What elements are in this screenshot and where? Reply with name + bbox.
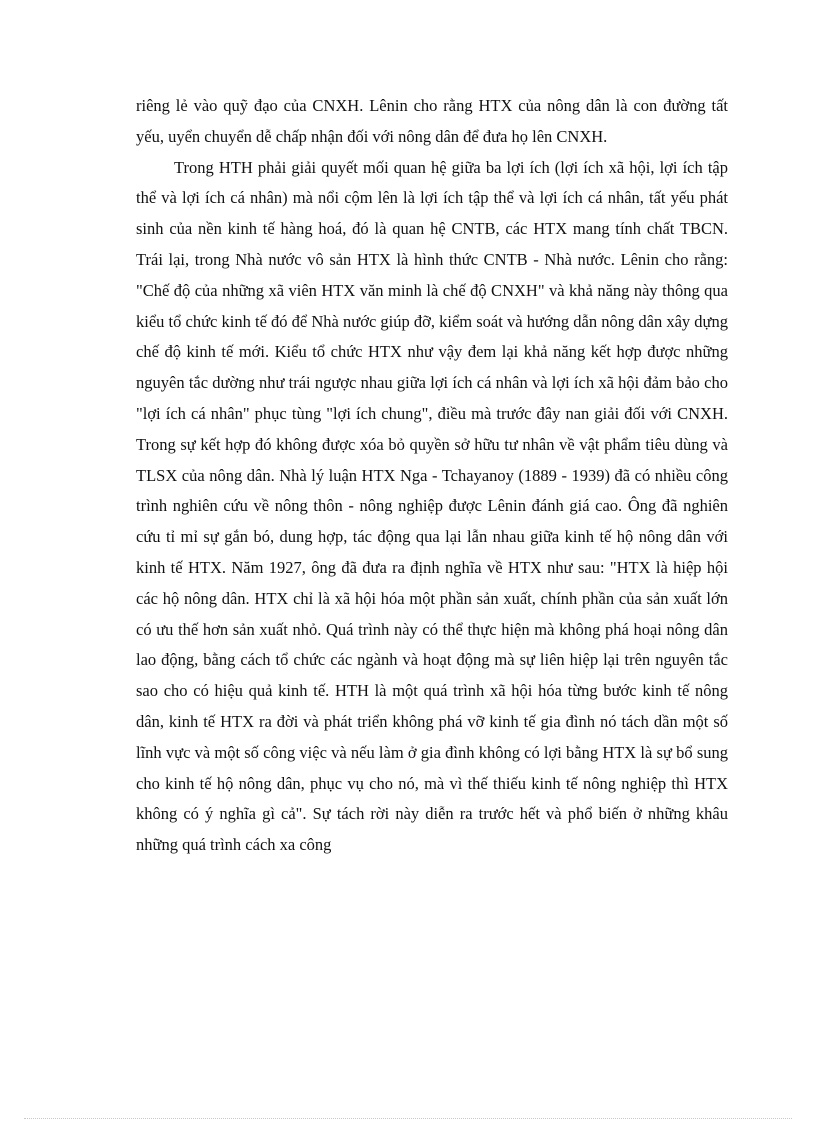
paragraph-1: riêng lẻ vào quỹ đạo của CNXH. Lênin cho rằng HTX của nông dân là con đường tất yếu, uyển chuyển dễ chấp nhận đối với nông dân để đưa họ lên CNXH. [136,96,728,146]
paragraph-2: Trong HTH phải giải quyết mối quan hệ giữa ba lợi ích (lợi ích xã hội, lợi ích tập thể và lợi ích cá nhân) mà nổi cộm lên là lợi ích tập thể và lợi ích cá nhân, tất yếu phát sinh của nền kinh tế hàng hoá, đó là quan hệ CNTB, các HTX mang tính chất TBCN. Trái lại, trong Nhà nước vô sản HTX là hình thức CNTB - Nhà nước. Lênin cho rằng: "Chế độ của những xã viên HTX văn minh là chế độ CNXH" và khả năng này thông qua kiểu tổ chức kinh tế đó để Nhà nước giúp đỡ, kiểm soát và hướng dẫn nông dân xây dựng chế độ kinh tế mới. Kiểu tổ chức HTX như vậy đem lại khả năng kết hợp được những nguyên tắc dường như trái ngược nhau giữa lợi ích cá nhân và lợi ích xã hội đảm bảo cho "lợi ích cá nhân" phục tùng "lợi ích chung", điều mà trước đây nan giải đối với CNXH. Trong sự kết hợp đó không được xóa bỏ quyền sở hữu tư nhân về vật phẩm tiêu dùng và TLSX của nông dân. Nhà lý luận HTX Nga - Tchayanoy (1889 - 1939) đã có nhiều công trình nghiên cứu về nông thôn - nông nghiệp được Lênin đánh giá cao. Ông đã nghiên cứu tỉ mỉ sự gắn bó, dung hợp, tác động qua lại lẫn nhau giữa kinh tế hộ nông dân với kinh tế HTX. Năm 1927, ông đã đưa ra định nghĩa về HTX như sau: "HTX là hiệp hội các hộ nông dân. HTX chỉ là xã hội hóa một phần sản xuất, chính phần của sản xuất lớn có ưu thế hơn sản xuất nhỏ. Quá trình này có thể thực hiện mà không phá hoại nông dân lao động, bằng cách tổ chức các ngành và hoạt động mà sự liên hiệp lại trên nguyên tắc sao cho có hiệu quả kinh tế. HTH là một quá trình xã hội hóa từng bước kinh tế nông dân, kinh tế HTX ra đời và phát triển không phá vỡ kinh tế gia đình nó tách dần một số lĩnh vực và một số công việc và nếu làm ở gia đình không có lợi bằng HTX là sự bổ sung cho kinh tế hộ nông dân, phục vụ cho nó, mà vì thế thiếu kinh tế nông nghiệp thì HTX không có ý nghĩa gì cả". Sự tách rời này diễn ra trước hết và phổ biến ở những khâu những quá trình cách xa công [136,157,728,855]
page-bottom-divider [24,1118,792,1119]
document-body [136,91,728,861]
